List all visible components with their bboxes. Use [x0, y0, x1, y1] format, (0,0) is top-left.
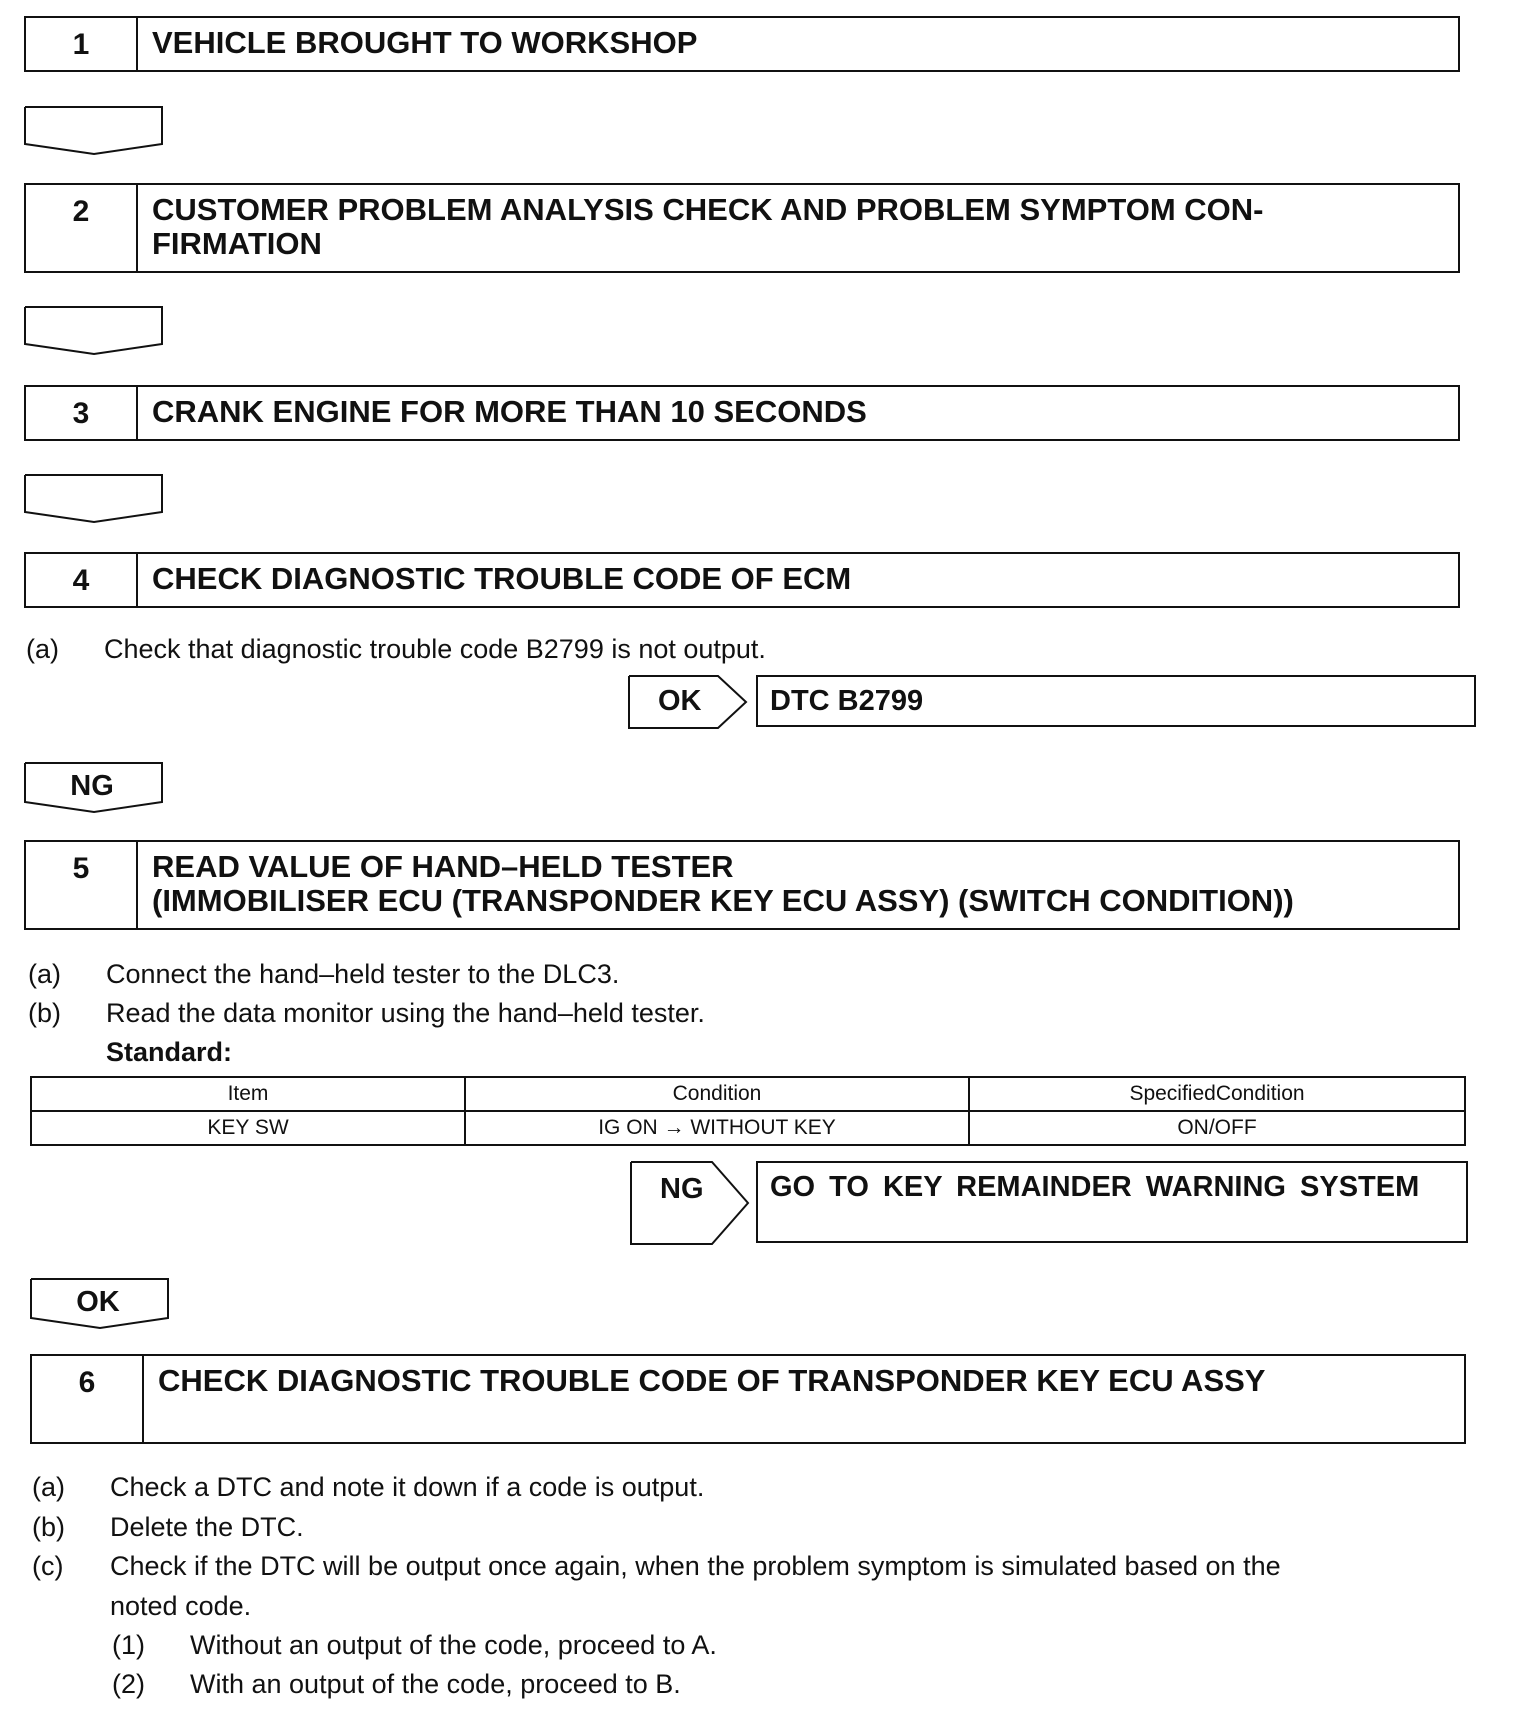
step-number: 4 — [26, 554, 138, 606]
step-title: CHECK DIAGNOSTIC TROUBLE CODE OF TRANSPONDER KEY ECU ASSY — [158, 1363, 1266, 1398]
table-row — [31, 1111, 1465, 1145]
step-number: 3 — [26, 387, 138, 439]
standard-label: Standard: — [106, 1037, 233, 1067]
instruction-text: Check if the DTC will be output once again, when the problem symptom is simulated based on the — [110, 1551, 1281, 1581]
step-4-box — [24, 552, 1460, 608]
ng-label: NG — [660, 1173, 704, 1205]
step-title: CHECK DIAGNOSTIC TROUBLE CODE OF ECM — [152, 561, 852, 596]
step-6-instruction-c — [32, 1549, 1281, 1583]
step-5-box — [24, 840, 1460, 930]
step-4-ok-result — [628, 675, 924, 729]
step-6-subitem-1 — [112, 1628, 717, 1662]
flow-arrow-down-ng — [24, 762, 164, 814]
step-number: 1 — [26, 18, 138, 70]
step-2-box — [24, 183, 1460, 273]
list-marker: (b) — [32, 1512, 65, 1542]
table-header-row — [31, 1077, 1465, 1111]
table-header: SpecifiedCondition — [969, 1077, 1465, 1111]
ok-label: OK — [76, 1286, 120, 1318]
step-1-box — [24, 16, 1460, 72]
instruction-text: Delete the DTC. — [110, 1512, 304, 1542]
step-title-line-2: (IMMOBILISER ECU (TRANSPONDER KEY ECU ASSY) (SWITCH CONDITION)) — [152, 883, 1294, 918]
instruction-text: noted code. — [110, 1591, 252, 1621]
step-number: 5 — [26, 842, 138, 928]
ng-label: NG — [70, 770, 114, 802]
list-marker: (a) — [32, 1472, 65, 1502]
step-title-line-2: FIRMATION — [152, 226, 322, 261]
instruction-text: Check that diagnostic trouble code B2799 is not output. — [104, 634, 766, 664]
ng-result-box: GO TO KEY REMAINDER WARNING SYSTEM — [756, 1161, 1468, 1243]
table-cell: KEY SW — [31, 1111, 465, 1145]
instruction-text: Check a DTC and note it down if a code is output. — [110, 1472, 705, 1502]
list-marker: (b) — [28, 998, 61, 1028]
step-6-instruction-c-cont — [32, 1589, 251, 1623]
instruction-text: Without an output of the code, proceed to A. — [190, 1630, 717, 1660]
step-title — [138, 842, 1458, 928]
step-5-instruction-b — [28, 996, 705, 1030]
list-marker: (2) — [112, 1669, 145, 1699]
step-6-instruction-b — [32, 1510, 304, 1544]
table-header: Condition — [465, 1077, 969, 1111]
list-marker: (1) — [112, 1630, 145, 1660]
list-marker: (c) — [32, 1551, 64, 1581]
step-title: CRANK ENGINE FOR MORE THAN 10 SECONDS — [152, 394, 867, 429]
flow-arrow-down-icon — [24, 306, 164, 356]
table-cell: IG ON → WITHOUT KEY — [465, 1111, 969, 1145]
step-title: VEHICLE BROUGHT TO WORKSHOP — [152, 25, 698, 60]
step-5-instruction-a — [28, 957, 619, 991]
step-4-instruction-a — [26, 632, 766, 666]
step-title-line-1: READ VALUE OF HAND–HELD TESTER — [152, 849, 734, 884]
step-number: 6 — [32, 1356, 144, 1442]
list-marker: (a) — [26, 634, 59, 664]
ok-label: OK — [658, 685, 702, 717]
flow-arrow-down-icon — [24, 474, 164, 524]
instruction-text: Read the data monitor using the hand–held tester. — [106, 998, 705, 1028]
table-cell: ON/OFF — [969, 1111, 1465, 1145]
flow-arrow-down-icon — [24, 106, 164, 156]
list-marker: (a) — [28, 959, 61, 989]
step-number: 2 — [26, 185, 138, 271]
standard-table — [30, 1076, 1466, 1146]
step-6-box — [30, 1354, 1466, 1444]
step-5-ng-result — [630, 1161, 1420, 1245]
instruction-text: With an output of the code, proceed to B. — [190, 1669, 681, 1699]
step-title-line-1: CUSTOMER PROBLEM ANALYSIS CHECK AND PROBLEM SYMPTOM CON- — [152, 192, 1264, 227]
flow-arrow-down-ok — [30, 1278, 170, 1330]
step-title — [138, 185, 1458, 271]
table-header: Item — [31, 1077, 465, 1111]
step-6-subitem-2 — [112, 1667, 681, 1701]
instruction-text: Connect the hand–held tester to the DLC3. — [106, 959, 620, 989]
step-6-instruction-a — [32, 1470, 704, 1504]
ok-result-box: DTC B2799 — [756, 675, 1476, 727]
step-3-box — [24, 385, 1460, 441]
